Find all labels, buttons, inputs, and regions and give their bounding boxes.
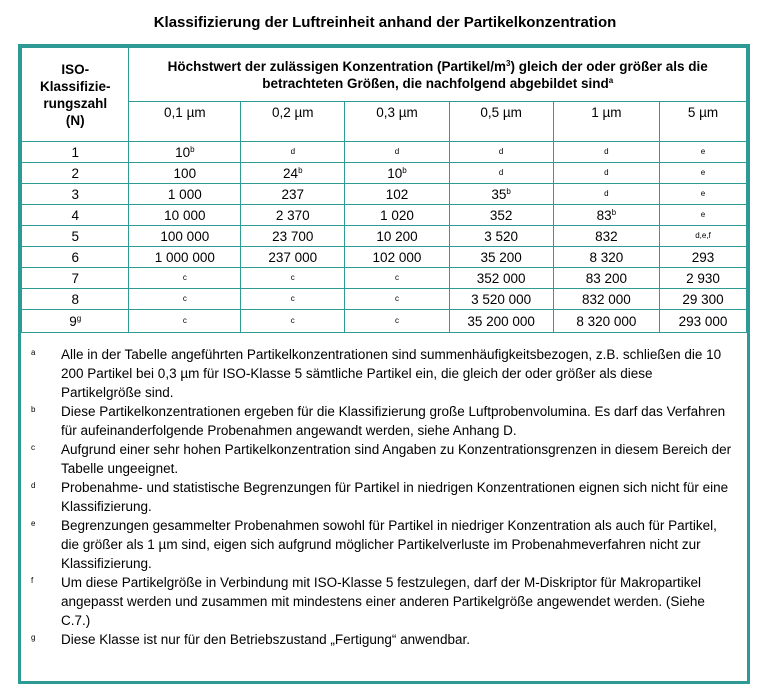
footnote — [21, 440, 747, 478]
footnote-mark: c — [31, 443, 35, 452]
table-row — [22, 268, 747, 289]
footnote-mark: a — [31, 348, 36, 357]
concentration-cell: 293 — [660, 247, 747, 268]
concentration-cell: 35$^b$ — [449, 184, 553, 205]
concentration-cell: 29 300 — [660, 289, 747, 310]
footnote-text: Diese Klasse ist nur für den Betriebszustand „Fertigung“ anwendbar. — [61, 632, 470, 647]
concentration-cell: c — [241, 310, 345, 333]
concentration-cell: 83 200 — [553, 268, 659, 289]
iso-class-cell: 6 — [22, 247, 129, 268]
concentration-cell: d — [449, 163, 553, 184]
footnote-mark: e — [31, 519, 36, 528]
concentration-cell: 832 000 — [553, 289, 659, 310]
concentration-cell: d,e,f — [660, 226, 747, 247]
footnote — [21, 345, 747, 402]
concentration-cell: 8 320 — [553, 247, 659, 268]
size-header: 1 µm — [553, 102, 659, 142]
concentration-cell: 3 520 000 — [449, 289, 553, 310]
concentration-cell: c — [129, 268, 241, 289]
concentration-cell: d — [553, 142, 659, 163]
concentration-cell: e — [660, 163, 747, 184]
footnote-text: Begrenzungen gesammelter Probenahmen sowohl für Partikel in niedriger Konzentration als auch für Partikel, die größer als 1 µm sind, eigen sich aufgrund möglicher Partikelverluste im Probenahmeverfahren nicht zur Klassifizierung. — [61, 518, 717, 571]
footnote-text: Um diese Partikelgröße in Verbindung mit ISO-Klasse 5 festzulegen, darf der M-Diskriptor für Makropartikel angepasst werden und zusammen mit mindestens einer anderen Partikelgröße angewendet werden. (Siehe C.7.) — [61, 575, 705, 628]
concentration-cell: 100 — [129, 163, 241, 184]
footnote — [21, 402, 747, 440]
concentration-cell: e — [660, 184, 747, 205]
concentration-cell: e — [660, 142, 747, 163]
concentration-cell: 10$^b$ — [129, 142, 241, 163]
size-header: 0,2 µm — [241, 102, 345, 142]
iso-class-cell: 7 — [22, 268, 129, 289]
footnote — [21, 478, 747, 516]
concentration-cell: 102 000 — [345, 247, 449, 268]
concentration-cell: c — [129, 310, 241, 333]
table-row — [22, 247, 747, 268]
footnote-mark: d — [31, 481, 36, 490]
footnote — [21, 630, 747, 649]
footnote — [21, 516, 747, 573]
page-title: Klassifizierung der Luftreinheit anhand der Partikelkonzentration — [153, 14, 617, 31]
footnote-text: Probenahme- und statistische Begrenzungen für Partikel in niedrigen Konzentrationen eignen sich nicht für eine Klassifizierung. — [61, 480, 729, 514]
concentration-cell: 352 — [449, 205, 553, 226]
table-row — [22, 226, 747, 247]
concentration-cell: d — [553, 184, 659, 205]
concentration-cell: 83$^b$ — [553, 205, 659, 226]
footnotes — [21, 345, 747, 649]
concentration-cell: 35 200 — [449, 247, 553, 268]
size-header: 0,5 µm — [449, 102, 553, 142]
footnote-text: Aufgrund einer sehr hohen Partikelkonzentration sind Angaben zu Konzentrationsgrenzen in diesem Bereich der Tabelle ungeeignet. — [61, 442, 732, 476]
table-row — [22, 142, 747, 163]
concentration-cell: c — [129, 289, 241, 310]
concentration-cell: d — [449, 142, 553, 163]
concentration-cell: c — [345, 289, 449, 310]
iso-header: ISO- Klassifizie- rungszahl (N) — [22, 48, 129, 142]
concentration-cell: 237 000 — [241, 247, 345, 268]
concentration-cell: 10 000 — [129, 205, 241, 226]
concentration-cell: d — [553, 163, 659, 184]
table-row — [22, 310, 747, 333]
table-row — [22, 205, 747, 226]
footnote-mark: f — [31, 576, 34, 585]
table-row — [22, 163, 747, 184]
concentration-cell: d — [345, 142, 449, 163]
concentration-cell: 352 000 — [449, 268, 553, 289]
footnote-mark: g — [31, 633, 36, 642]
concentration-cell: 1 000 000 — [129, 247, 241, 268]
concentration-cell: 100 000 — [129, 226, 241, 247]
concentration-cell: 23 700 — [241, 226, 345, 247]
footnote-mark: b — [31, 405, 36, 414]
concentration-cell: 1 000 — [129, 184, 241, 205]
table-body — [22, 142, 747, 333]
iso-class-cell: 9$^g$ — [22, 310, 129, 333]
concentration-cell: 10 200 — [345, 226, 449, 247]
concentration-cell: 3 520 — [449, 226, 553, 247]
concentration-cell: 8 320 000 — [553, 310, 659, 333]
iso-class-cell: 1 — [22, 142, 129, 163]
concentration-cell: 237 — [241, 184, 345, 205]
table-row — [22, 184, 747, 205]
footnote-text: Diese Partikelkonzentrationen ergeben für die Klassifizierung große Luftprobenvolumina. Es darf das Verfahren für aufeinanderfolgende Probenahmen angewandt werden, siehe Anhang D. — [61, 404, 726, 438]
table-frame — [18, 44, 750, 684]
concentration-cell: 102 — [345, 184, 449, 205]
concentration-cell: c — [345, 310, 449, 333]
footnote — [21, 573, 747, 630]
concentration-cell: 10$^b$ — [345, 163, 449, 184]
concentration-header: Höchstwert der zulässigen Konzentration $(Partikel/m^3)$ gleich der oder größer als die betrachteten Größen, die nachfolgend abgebildet sind$^a$ — [129, 48, 747, 102]
iso-class-cell: 5 — [22, 226, 129, 247]
iso-class-cell: 3 — [22, 184, 129, 205]
iso-class-cell: 2 — [22, 163, 129, 184]
concentration-cell: 832 — [553, 226, 659, 247]
size-header: 5 µm — [660, 102, 747, 142]
iso-class-cell: 4 — [22, 205, 129, 226]
concentration-cell: c — [241, 289, 345, 310]
concentration-cell: 24$^b$ — [241, 163, 345, 184]
concentration-cell: e — [660, 205, 747, 226]
footnote-text: Alle in der Tabelle angeführten Partikelkonzentrationen sind summenhäufigkeitsbezogen, z.B. schließen die 10 200 Partikel bei 0,3 µm für ISO-Klasse 5 sämtliche Partikel ein, die gleich der oder größer als diese Partikelgröße sind. — [61, 347, 722, 400]
concentration-cell: 2 930 — [660, 268, 747, 289]
concentration-cell: 35 200 000 — [449, 310, 553, 333]
concentration-cell: c — [241, 268, 345, 289]
concentration-cell: c — [345, 268, 449, 289]
table-row — [22, 289, 747, 310]
concentration-cell: d — [241, 142, 345, 163]
iso-class-cell: 8 — [22, 289, 129, 310]
concentration-cell: 293 000 — [660, 310, 747, 333]
concentration-cell: 2 370 — [241, 205, 345, 226]
classification-table — [21, 47, 747, 333]
concentration-cell: 1 020 — [345, 205, 449, 226]
size-header: 0,1 µm — [129, 102, 241, 142]
size-header: 0,3 µm — [345, 102, 449, 142]
